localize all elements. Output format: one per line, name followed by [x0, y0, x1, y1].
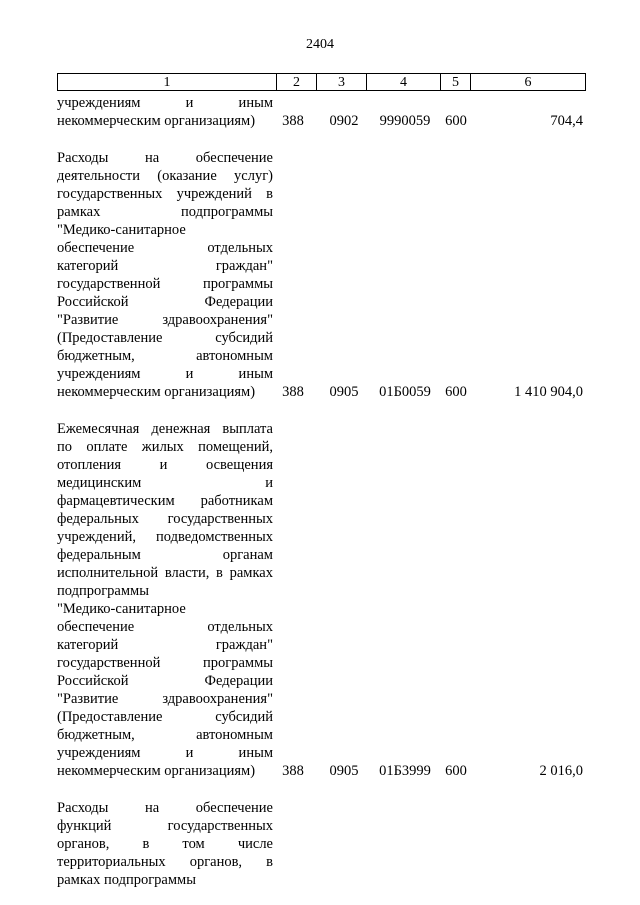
row-gap: [57, 401, 585, 420]
description-line: деятельности (оказание услуг): [57, 168, 273, 184]
description-line: Расходы на обеспечение: [57, 150, 273, 166]
description-line: учреждений, подведомственных: [57, 529, 273, 545]
description-line: учреждениям и иным: [57, 95, 273, 111]
cell-target: 01Б3999: [379, 763, 431, 779]
description-line: некоммерческим организациям): [57, 763, 256, 779]
description-line: отопления и освещения: [57, 457, 273, 473]
description-line: федеральным органам: [57, 547, 273, 563]
cell-target: 01Б0059: [379, 384, 431, 400]
cell-gr: 388: [282, 384, 304, 400]
cell-gr: 388: [282, 763, 304, 779]
description-line: учреждениям и иным: [57, 745, 273, 761]
cell-amount: 704,4: [550, 113, 583, 129]
description-line: по оплате жилых помещений,: [57, 439, 273, 455]
description-line: исполнительной власти, в рамках: [57, 565, 273, 581]
description-line: "Медико-санитарное: [57, 601, 186, 617]
header-col-6: 6: [471, 74, 586, 91]
description-line: государственных учреждений в: [57, 186, 273, 202]
description-line: органов, в том числе: [57, 836, 273, 852]
description-line: обеспечение отдельных: [57, 240, 273, 256]
row-gap: [57, 130, 585, 149]
description-line: государственной программы: [57, 655, 273, 671]
row-description: [57, 799, 273, 889]
description-line: категорий граждан": [57, 258, 273, 274]
row-description: [57, 420, 273, 780]
page-number: 2404: [306, 37, 334, 52]
description-line: фармацевтическим работникам: [57, 493, 273, 509]
description-line: функций государственных: [57, 818, 273, 834]
table-row: [57, 420, 585, 780]
description-line: государственной программы: [57, 276, 273, 292]
cell-target: 9990059: [379, 113, 431, 129]
description-line: подпрограммы: [57, 583, 149, 599]
cell-section: 0902: [329, 113, 359, 129]
cell-expense-type: 600: [445, 113, 467, 129]
description-line: категорий граждан": [57, 637, 273, 653]
description-line: медицинским и: [57, 475, 273, 491]
table-body: [57, 94, 585, 889]
header-col-3: 3: [317, 74, 367, 91]
description-line: (Предоставление субсидий: [57, 709, 273, 725]
description-line: Ежемесячная денежная выплата: [57, 421, 273, 437]
cell-amount: 1 410 904,0: [514, 384, 583, 400]
header-col-4: 4: [367, 74, 441, 91]
cell-section: 0905: [329, 384, 359, 400]
description-line: федеральных государственных: [57, 511, 273, 527]
header-col-5: 5: [441, 74, 471, 91]
description-line: обеспечение отдельных: [57, 619, 273, 635]
description-line: "Медико-санитарное: [57, 222, 186, 238]
description-line: (Предоставление субсидий: [57, 330, 273, 346]
row-description: [57, 94, 273, 130]
cell-gr: 388: [282, 113, 304, 129]
table-row: [57, 149, 585, 401]
description-line: рамках подпрограммы: [57, 204, 273, 220]
description-line: Расходы на обеспечение: [57, 800, 273, 816]
description-line: территориальных органов, в: [57, 854, 273, 870]
cell-amount: 2 016,0: [539, 763, 583, 779]
cell-section: 0905: [329, 763, 359, 779]
description-line: рамках подпрограммы: [57, 872, 196, 888]
cell-expense-type: 600: [445, 763, 467, 779]
cell-expense-type: 600: [445, 384, 467, 400]
table-header: [57, 73, 586, 91]
header-col-1: 1: [58, 74, 277, 91]
header-row: [58, 74, 586, 91]
description-line: Российской Федерации: [57, 294, 273, 310]
description-line: учреждениям и иным: [57, 366, 273, 382]
row-description: [57, 149, 273, 401]
table-row: [57, 94, 585, 130]
description-line: бюджетным, автономным: [57, 727, 273, 743]
description-line: "Развитие здравоохранения": [57, 312, 273, 328]
description-line: некоммерческим организациям): [57, 113, 256, 129]
header-col-2: 2: [277, 74, 317, 91]
description-line: бюджетным, автономным: [57, 348, 273, 364]
description-line: Российской Федерации: [57, 673, 273, 689]
description-line: некоммерческим организациям): [57, 384, 256, 400]
table-row: [57, 799, 585, 889]
description-line: "Развитие здравоохранения": [57, 691, 273, 707]
row-gap: [57, 780, 585, 799]
